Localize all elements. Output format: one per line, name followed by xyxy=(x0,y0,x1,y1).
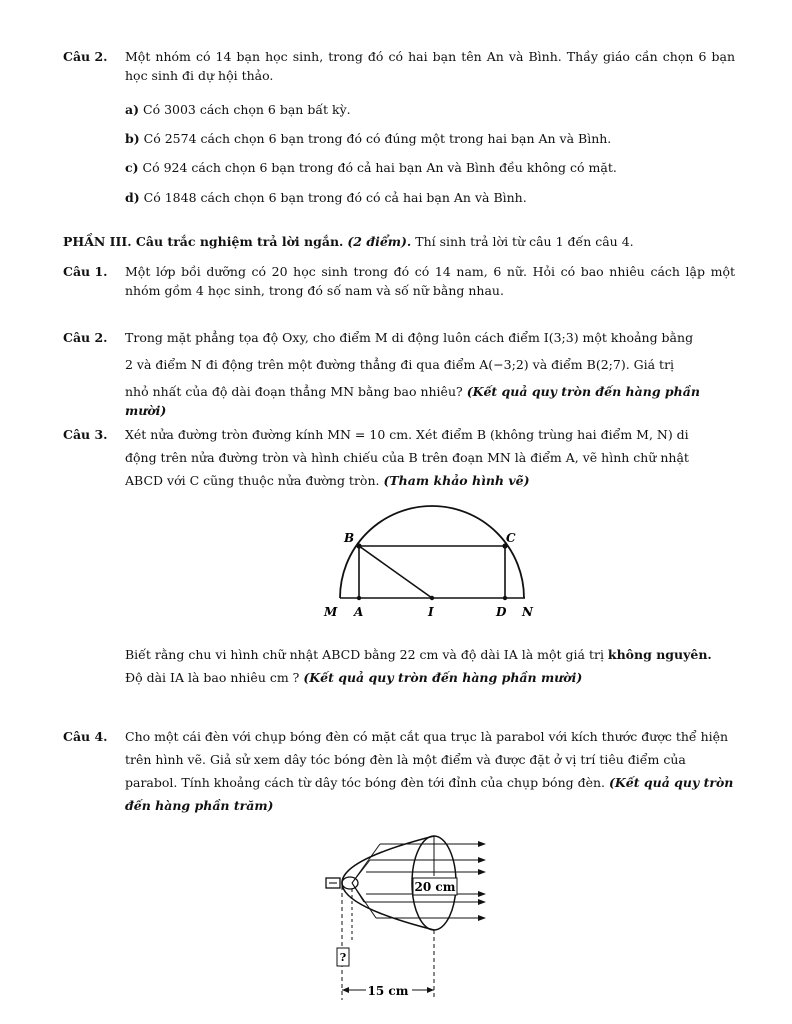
option-d xyxy=(125,188,527,207)
option-text: Có 924 cách chọn 6 bạn trong đó cả hai bạn An và Bình đều không có mặt. xyxy=(142,160,617,175)
lamp-figure xyxy=(318,820,508,1015)
label-a: A xyxy=(354,605,364,619)
rounding-note: đến hàng phần trăm) xyxy=(125,798,274,813)
question-line: Xét nửa đường tròn đường kính MN = 10 cm. Xét điểm B (không trùng hai điểm M, N) di xyxy=(125,427,689,442)
question-label: Câu 2. xyxy=(63,49,108,64)
question-text: Độ dài IA là bao nhiêu cm ? xyxy=(125,670,300,685)
option-key: d) xyxy=(125,190,140,205)
question-line: Trong mặt phẳng tọa độ Oxy, cho điểm M di động luôn cách điểm I(3;3) một khoảng bằng xyxy=(125,330,694,345)
question-label: Câu 3. xyxy=(63,427,108,442)
option-text: Có 3003 cách chọn 6 bạn bất kỳ. xyxy=(143,102,351,117)
option-c xyxy=(125,158,617,177)
label-d: D xyxy=(496,605,507,619)
point-a-dot xyxy=(357,596,361,600)
width-label: 15 cm xyxy=(367,984,409,998)
option-b xyxy=(125,129,611,148)
label-c: C xyxy=(506,531,516,545)
question-line: trên hình vẽ. Giả sử xem dây tóc bóng đèn là một điểm và được đặt ở vị trí tiêu điểm của xyxy=(125,752,686,767)
option-key: b) xyxy=(125,131,140,146)
section-title: PHẦN III. Câu trắc nghiệm trả lời ngắn. xyxy=(63,234,344,249)
rounding-note: (Kết quả quy tròn đến hàng phần mười) xyxy=(125,384,700,419)
option-a xyxy=(125,100,351,119)
point-d-dot xyxy=(503,596,507,600)
semicircle-figure xyxy=(310,505,550,625)
question-line-with-note xyxy=(125,471,740,490)
option-key: c) xyxy=(125,160,139,175)
height-label: 20 cm xyxy=(414,880,456,894)
label-n: N xyxy=(522,605,533,619)
emphasis-text: không nguyên. xyxy=(607,647,712,662)
point-b-dot xyxy=(356,543,361,548)
question-text: nhỏ nhất của độ dài đoạn thẳng MN bằng bao nhiêu? xyxy=(125,384,463,399)
point-i-dot xyxy=(430,596,434,600)
label-b: B xyxy=(344,531,355,545)
question-text: Biết rằng chu vi hình chữ nhật ABCD bằng 22 cm và độ dài IA là một giá trị xyxy=(125,647,608,662)
label-m: M xyxy=(324,605,338,619)
question-line: động trên nửa đường tròn và hình chiếu của B trên đoạn MN là điểm A, vẽ hình chữ nhật xyxy=(125,450,689,465)
unknown-distance-label: ? xyxy=(339,951,347,964)
question-line: Cho một cái đèn với chụp bóng đèn có mặt cắt qua trục là parabol với kích thước được thể hiện xyxy=(125,729,729,744)
segment-bi xyxy=(359,546,432,598)
option-text: Có 2574 cách chọn 6 bạn trong đó có đúng một trong hai bạn An và Bình. xyxy=(143,131,612,146)
rounding-note: (Kết quả quy tròn đến hàng phần mười) xyxy=(303,670,583,685)
question-label: Câu 1. xyxy=(63,264,108,279)
question-line-with-note xyxy=(125,668,740,687)
section-instruction: Thí sinh trả lời từ câu 1 đến câu 4. xyxy=(415,234,634,249)
question-label: Câu 4. xyxy=(63,729,108,744)
question-line-with-note xyxy=(125,382,740,421)
question-line xyxy=(125,645,740,664)
question-text: ABCD với C cũng thuộc nửa đường tròn. xyxy=(125,473,380,488)
section-heading xyxy=(63,232,743,251)
option-text: Có 1848 cách chọn 6 bạn trong đó có cả hai bạn An và Bình. xyxy=(143,190,527,205)
rounding-note: (Kết quả quy tròn xyxy=(609,775,734,790)
question-text: Một lớp bồi dưỡng có 20 học sinh trong đó có 14 nam, 6 nữ. Hỏi có bao nhiêu cách lập một nhóm gồm 4 học sinh, trong đó số nam và số nữ bằng nhau. xyxy=(125,264,735,299)
question-text: Một nhóm có 14 bạn học sinh, trong đó có hai bạn tên An và Bình. Thầy giáo cần chọn 6 bạn học sinh đi dự hội thảo. xyxy=(125,49,735,84)
question-line: 2 và điểm N đi động trên một đường thẳng đi qua điểm A(−3;2) và điểm B(2;7). Giá trị xyxy=(125,357,675,372)
section-points: (2 điểm). xyxy=(347,234,412,249)
question-text: parabol. Tính khoảng cách từ dây tóc bóng đèn tới đỉnh của chụp bóng đèn. xyxy=(125,775,606,790)
question-label: Câu 2. xyxy=(63,330,108,345)
label-i: I xyxy=(428,605,434,619)
figure-reference-note: (Tham khảo hình vẽ) xyxy=(383,473,530,488)
option-key: a) xyxy=(125,102,140,117)
arrowheads xyxy=(478,841,486,921)
question-line-with-note xyxy=(125,773,740,792)
